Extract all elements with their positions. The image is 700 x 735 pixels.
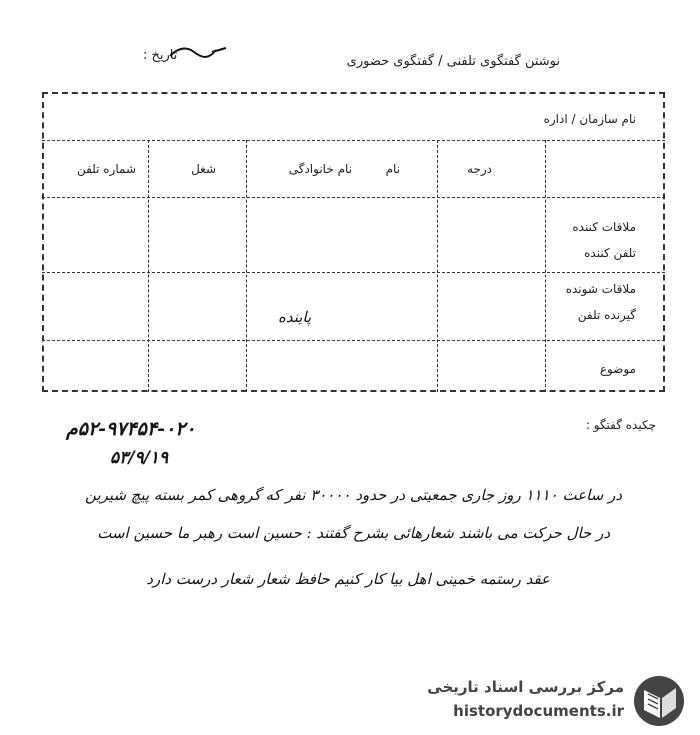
watermark-site: historydocuments.ir	[453, 702, 624, 720]
column-rank: درجه	[467, 162, 492, 176]
row-visited-label: ملاقات شونده	[565, 282, 636, 296]
handwritten-line-1: در ساعت ۱۱۱۰ روز جاری جمعیتی در حدود ۳۰۰۰۰ نفر که گروهی کمر بسته پیچ شیرین	[85, 486, 622, 504]
column-family: نام خانوادگی	[288, 162, 352, 176]
org-label: نام سازمان / اداره	[543, 112, 636, 126]
handwritten-line-2: در حال حرکت می باشند شعارهائی بشرح گفتند : حسین است رهبر ما حسین است	[97, 524, 610, 542]
column-name: نام	[385, 162, 400, 176]
watermark-name: مرکز بررسی اسناد تاریخی	[427, 678, 624, 696]
book-icon	[630, 674, 688, 728]
form-table	[42, 92, 665, 392]
column-phone: شماره تلفن	[76, 162, 136, 176]
date-signature-scribble	[168, 42, 228, 64]
handwritten-family-name: پاینده	[278, 308, 312, 326]
column-job: شغل	[191, 162, 216, 176]
date-label: تاریخ :	[143, 48, 178, 63]
summary-label: چکیده گفتگو :	[585, 418, 656, 432]
handwritten-line-3: عقد رستمه خمینی اهل بیا کار کنیم حافظ شعار شعار درست دارد	[146, 570, 550, 588]
watermark-logo	[420, 672, 690, 730]
row-caller-label: تلفن کننده	[584, 246, 636, 260]
row-receiver-label: گیرنده تلفن	[577, 308, 636, 322]
handwritten-ref-number: ۵۲-۹۷۴۵۴-۰۲۰م	[66, 418, 196, 440]
handwritten-ref-date: ۵۳/۹/۱۹	[110, 448, 169, 468]
document-title: نوشتن گفتگوی تلفنی / گفتگوی حضوری	[346, 54, 560, 69]
row-visitor-label: ملاقات کننده	[572, 220, 636, 234]
row-subject-label: موضوع	[599, 362, 636, 376]
